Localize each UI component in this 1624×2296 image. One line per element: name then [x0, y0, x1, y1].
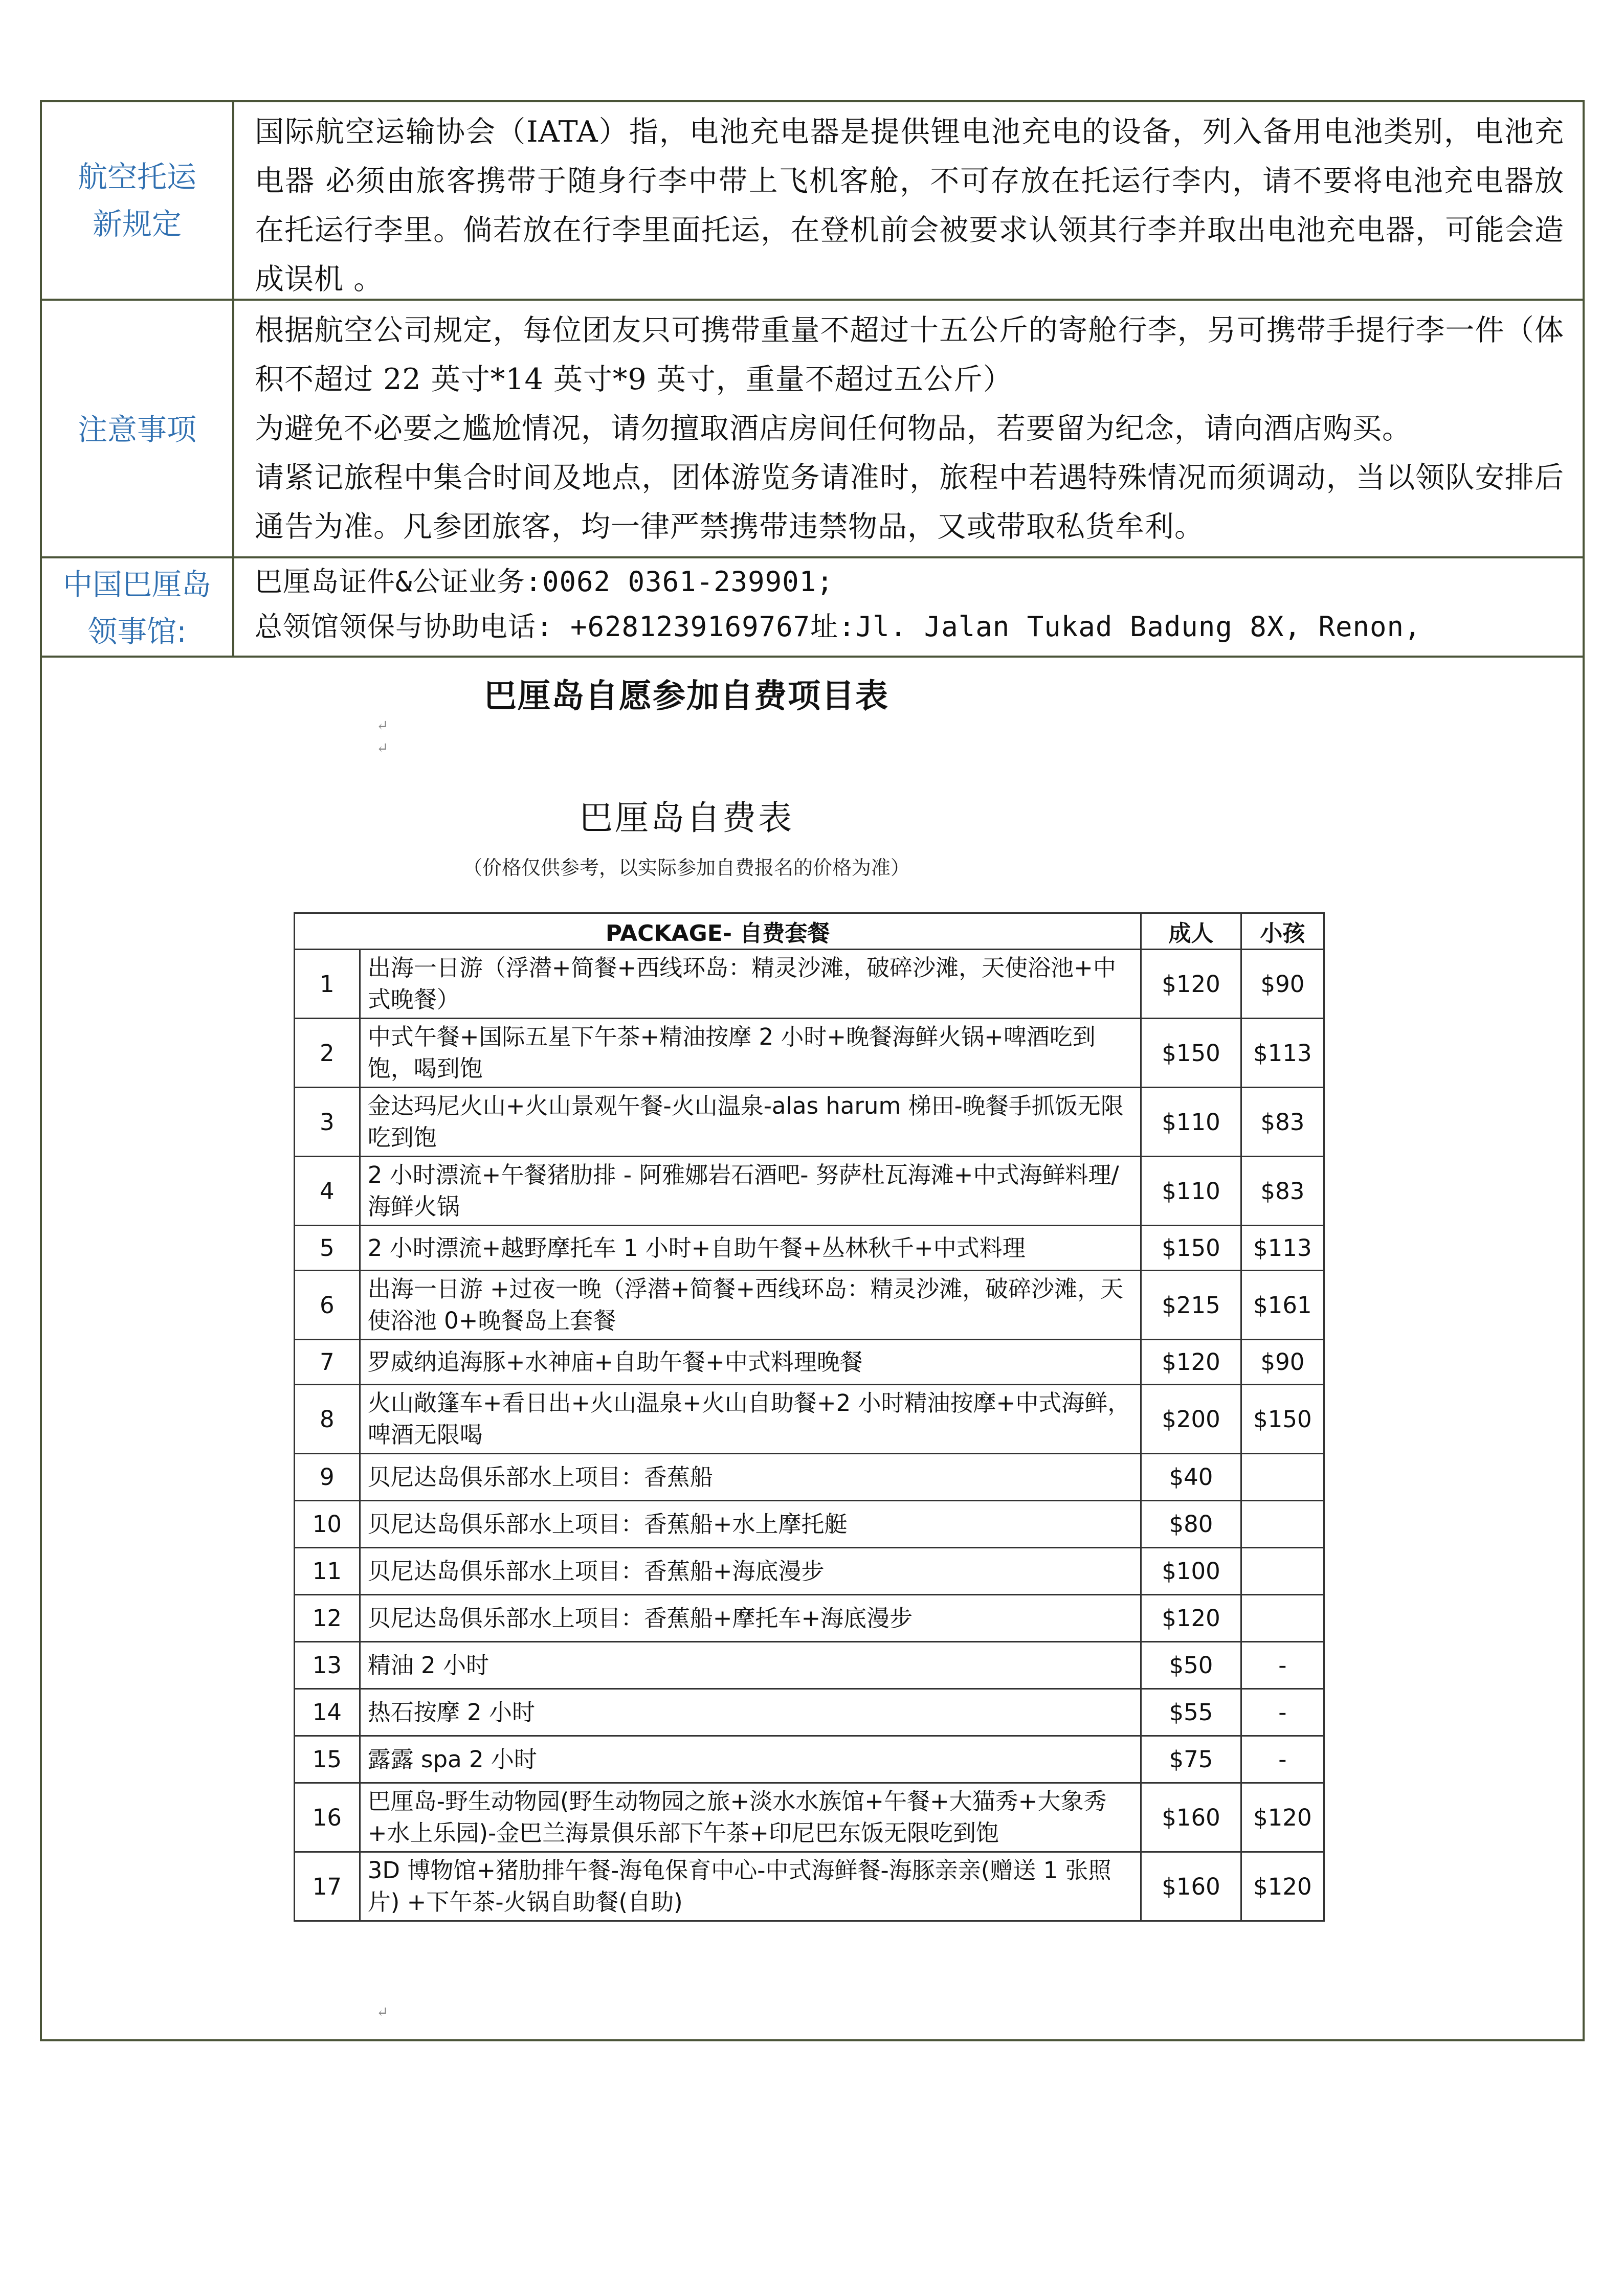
- child-price: $83: [1241, 1088, 1324, 1157]
- column-header-child: 小孩: [1241, 913, 1324, 950]
- adult-price: $80: [1141, 1501, 1241, 1548]
- paragraph-mark-icon: ↵: [376, 717, 389, 734]
- package-description: 巴厘岛-野生动物园(野生动物园之旅+淡水水族馆+午餐+大猫秀+大象秀+水上乐园)-金巴兰海景俱乐部下午茶+印尼巴东饭无限吃到饱: [360, 1783, 1141, 1852]
- row-number: 10: [295, 1501, 360, 1548]
- row-number: 4: [295, 1157, 360, 1226]
- optional-tours-heading: 巴厘岛自愿参加自费项目表: [484, 678, 889, 715]
- adult-price: $120: [1141, 1595, 1241, 1642]
- child-price: $120: [1241, 1852, 1324, 1921]
- table-row: [295, 1088, 1324, 1157]
- adult-price: $100: [1141, 1548, 1241, 1595]
- fee-table-title: 巴厘岛自费表: [579, 798, 794, 838]
- paragraph-mark-icon: ↵: [376, 2004, 389, 2020]
- child-price: -: [1241, 1736, 1324, 1783]
- fee-table-note: （价格仅供参考，以实际参加自费报名的价格为准）: [462, 857, 910, 879]
- package-description: 贝尼达岛俱乐部水上项目：香蕉船+水上摩托艇: [360, 1501, 1141, 1548]
- child-price: [1241, 1548, 1324, 1595]
- itinerary-notes-table: [40, 100, 1585, 2041]
- label-airline-checkin-rules: [42, 102, 234, 299]
- child-price: $120: [1241, 1783, 1324, 1852]
- package-description: 露露 spa 2 小时: [360, 1736, 1141, 1783]
- adult-price: $120: [1141, 950, 1241, 1019]
- adult-price: $50: [1141, 1642, 1241, 1689]
- package-description: 3D 博物馆+猪肋排午餐-海龟保育中心-中式海鲜餐-海豚亲亲(赠送 1 张照片) +下午茶-火锅自助餐(自助): [360, 1852, 1141, 1921]
- adult-price: $150: [1141, 1226, 1241, 1271]
- row-number: 3: [295, 1088, 360, 1157]
- row-number: 2: [295, 1019, 360, 1088]
- row-number: 8: [295, 1385, 360, 1454]
- fee-table-header-row: [295, 913, 1324, 950]
- child-price: $150: [1241, 1385, 1324, 1454]
- child-price: $83: [1241, 1157, 1324, 1226]
- row-number: 17: [295, 1852, 360, 1921]
- adult-price: $120: [1141, 1340, 1241, 1385]
- adult-price: $75: [1141, 1736, 1241, 1783]
- child-price: -: [1241, 1642, 1324, 1689]
- row-number: 15: [295, 1736, 360, 1783]
- package-description: 中式午餐+国际五星下午茶+精油按摩 2 小时+晚餐海鲜火锅+啤酒吃到饱，喝到饱: [360, 1019, 1141, 1088]
- row-number: 16: [295, 1783, 360, 1852]
- package-description: 出海一日游（浮潜+简餐+西线环岛：精灵沙滩，破碎沙滩，天使浴池+中式晚餐）: [360, 950, 1141, 1019]
- column-header-package: PACKAGE- 自费套餐: [295, 913, 1141, 950]
- row-number: 13: [295, 1642, 360, 1689]
- paragraph: 为避免不必要之尴尬情况，请勿擅取酒店房间任何物品，若要留为纪念，请向酒店购买。: [255, 412, 1412, 445]
- child-price: [1241, 1454, 1324, 1501]
- child-price: $113: [1241, 1226, 1324, 1271]
- label-line: 航空托运: [77, 160, 196, 194]
- label-consulate: [42, 558, 234, 658]
- adult-price: $110: [1141, 1157, 1241, 1226]
- paragraph: 总领馆领保与协助电话: +6281239169767址:Jl. Jalan Tukad Badung 8X, Renon,: [255, 611, 1421, 643]
- adult-price: $110: [1141, 1088, 1241, 1157]
- table-row: [295, 1595, 1324, 1642]
- child-price: $113: [1241, 1019, 1324, 1088]
- table-row: [295, 1783, 1324, 1852]
- paragraph: 国际航空运输协会（IATA）指，电池充电器是提供锂电池充电的设备，列入备用电池类别，电池充电器 必须由旅客携带于随身行李中带上飞机客舱，不可存放在托运行李内，请不要将电池充电器放在托运行李里。倘若放在行李里面托运，在登机前会被要求认领其行李并取出电池充电器，可能会造成误机 。: [255, 115, 1564, 296]
- row-number: 11: [295, 1548, 360, 1595]
- label-notices: [42, 301, 234, 558]
- adult-price: $160: [1141, 1783, 1241, 1852]
- table-row: [295, 1548, 1324, 1595]
- column-header-adult: 成人: [1141, 913, 1241, 950]
- child-price: [1241, 1501, 1324, 1548]
- package-description: 2 小时漂流+午餐猪肋排 - 阿雅娜岩石酒吧- 努萨杜瓦海滩+中式海鲜料理/海鲜火锅: [360, 1157, 1141, 1226]
- content-notices: [234, 301, 1583, 551]
- label-line: 新规定: [92, 207, 182, 241]
- child-price: $90: [1241, 1340, 1324, 1385]
- row-number: 6: [295, 1271, 360, 1340]
- row-consulate: [42, 556, 1583, 658]
- row-notices: [42, 299, 1583, 558]
- content-consulate: [234, 558, 1583, 649]
- package-description: 2 小时漂流+越野摩托车 1 小时+自助午餐+丛林秋千+中式料理: [360, 1226, 1141, 1271]
- content-airline-checkin-rules: [234, 102, 1583, 304]
- child-price: $161: [1241, 1271, 1324, 1340]
- row-number: 14: [295, 1689, 360, 1736]
- row-number: 5: [295, 1226, 360, 1271]
- row-number: 9: [295, 1454, 360, 1501]
- package-description: 贝尼达岛俱乐部水上项目：香蕉船: [360, 1454, 1141, 1501]
- package-description: 金达玛尼火山+火山景观午餐-火山温泉-alas harum 梯田-晚餐手抓饭无限吃到饱: [360, 1088, 1141, 1157]
- child-price: $90: [1241, 950, 1324, 1019]
- table-row: [295, 1642, 1324, 1689]
- row-number: 12: [295, 1595, 360, 1642]
- label-line: 领事馆:: [87, 614, 187, 649]
- table-row: [295, 1157, 1324, 1226]
- child-price: -: [1241, 1689, 1324, 1736]
- table-row: [295, 1226, 1324, 1271]
- child-price: [1241, 1595, 1324, 1642]
- package-description: 出海一日游 +过夜一晚（浮潜+简餐+西线环岛：精灵沙滩，破碎沙滩，天使浴池 0+晚餐岛上套餐: [360, 1271, 1141, 1340]
- table-row: [295, 1340, 1324, 1385]
- package-description: 罗威纳追海豚+水神庙+自助午餐+中式料理晚餐: [360, 1340, 1141, 1385]
- table-row: [295, 1385, 1324, 1454]
- paragraph: 巴厘岛证件&公证业务:0062 0361-239901;: [255, 566, 834, 598]
- table-row: [295, 1736, 1324, 1783]
- row-airline-checkin-rules: [42, 102, 1583, 299]
- paragraph-mark-icon: ↵: [376, 739, 389, 756]
- adult-price: $55: [1141, 1689, 1241, 1736]
- paragraph: 请紧记旅程中集合时间及地点，团体游览务请准时，旅程中若遇特殊情况而须调动，当以领队安排后通告为准。凡参团旅客，均一律严禁携带违禁物品，又或带取私货牟利。: [255, 461, 1564, 544]
- adult-price: $40: [1141, 1454, 1241, 1501]
- adult-price: $200: [1141, 1385, 1241, 1454]
- package-description: 贝尼达岛俱乐部水上项目：香蕉船+摩托车+海底漫步: [360, 1595, 1141, 1642]
- adult-price: $150: [1141, 1019, 1241, 1088]
- paragraph: 根据航空公司规定，每位团友只可携带重量不超过十五公斤的寄舱行李，另可携带手提行李一件（体积不超过 22 英寸*14 英寸*9 英寸，重量不超过五公斤）: [255, 313, 1564, 396]
- package-description: 精油 2 小时: [360, 1642, 1141, 1689]
- row-optional-tours: [42, 656, 1583, 2041]
- adult-price: $160: [1141, 1852, 1241, 1921]
- adult-price: $215: [1141, 1271, 1241, 1340]
- label-line: 中国巴厘岛: [62, 567, 211, 602]
- fee-table: [294, 912, 1325, 1922]
- row-number: 1: [295, 950, 360, 1019]
- table-row: [295, 950, 1324, 1019]
- table-row: [295, 1852, 1324, 1921]
- table-row: [295, 1501, 1324, 1548]
- package-description: 热石按摩 2 小时: [360, 1689, 1141, 1736]
- table-row: [295, 1019, 1324, 1088]
- package-description: 火山敞篷车+看日出+火山温泉+火山自助餐+2 小时精油按摩+中式海鲜，啤酒无限喝: [360, 1385, 1141, 1454]
- row-number: 7: [295, 1340, 360, 1385]
- label-line: 注意事项: [77, 412, 196, 447]
- package-description: 贝尼达岛俱乐部水上项目：香蕉船+海底漫步: [360, 1548, 1141, 1595]
- table-row: [295, 1689, 1324, 1736]
- table-row: [295, 1271, 1324, 1340]
- table-row: [295, 1454, 1324, 1501]
- fee-table-body: [295, 950, 1324, 1921]
